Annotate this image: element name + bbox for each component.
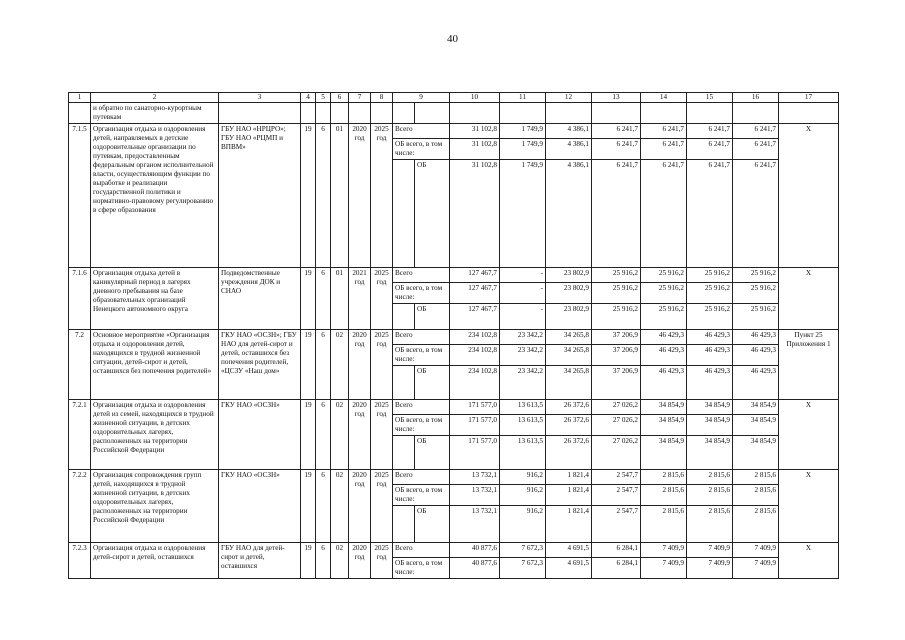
- amount-cell: 23 802,9: [546, 304, 592, 330]
- amount-cell: 13 732,1: [450, 470, 500, 485]
- amount-cell: 34 854,9: [733, 400, 779, 415]
- amount-cell: -: [500, 304, 546, 330]
- amount-cell: 25 916,2: [733, 304, 779, 330]
- amount-cell: 25 916,2: [641, 268, 687, 283]
- empty-cell: [546, 103, 592, 124]
- table-row: [69, 400, 839, 415]
- page-number: 40: [447, 33, 458, 45]
- amount-cell: 46 429,3: [733, 345, 779, 366]
- empty-cell: [687, 103, 733, 124]
- amount-cell: 1 821,4: [546, 506, 592, 543]
- amount-cell: 6 241,7: [687, 160, 733, 268]
- code-cell: 6: [316, 330, 331, 400]
- row-number: 7.1.5: [69, 124, 91, 268]
- amount-cell: 2 815,6: [641, 506, 687, 543]
- amount-cell: 23 342,2: [500, 366, 546, 400]
- amount-cell: 1 749,9: [500, 139, 546, 160]
- amount-cell: 2 547,7: [592, 485, 641, 506]
- row-name: Организация отдыха детей в каникулярный период в лагерях дневного пребывания на базе образовательных организаций Ненецкого автономного округа: [91, 268, 219, 330]
- amount-cell: 25 916,2: [687, 268, 733, 283]
- empty-cell: [733, 103, 779, 124]
- amount-cell: 2 815,6: [687, 506, 733, 543]
- amount-cell: 7 409,9: [641, 543, 687, 558]
- start-year: 2020 год: [349, 400, 371, 470]
- table-row: [69, 268, 839, 283]
- amount-cell: 13 732,1: [450, 485, 500, 506]
- amount-cell: 7 672,3: [500, 558, 546, 579]
- row-executor: ГБУ НАО для детей-сирот и детей, оставшихся: [219, 543, 301, 579]
- amount-cell: 40 877,6: [450, 558, 500, 579]
- amount-cell: 26 372,6: [546, 400, 592, 415]
- amount-cell: 46 429,3: [641, 345, 687, 366]
- start-year: 2020 год: [349, 470, 371, 543]
- empty-cell: [500, 103, 546, 124]
- column-header: 3: [219, 93, 301, 103]
- amount-cell: 1 749,9: [500, 160, 546, 268]
- amount-cell: 1 749,9: [500, 124, 546, 139]
- amount-cell: 7 409,9: [733, 543, 779, 558]
- amount-cell: 13 613,5: [500, 436, 546, 470]
- funding-label: ОБ всего, в том числе:: [393, 415, 450, 436]
- amount-cell: 6 241,7: [641, 139, 687, 160]
- row-executor: ГКУ НАО «ОСЗН»: [219, 400, 301, 470]
- amount-cell: 6 241,7: [592, 139, 641, 160]
- amount-cell: 31 102,8: [450, 139, 500, 160]
- amount-cell: 7 409,9: [641, 558, 687, 579]
- amount-cell: 27 026,2: [592, 400, 641, 415]
- amount-cell: 25 916,2: [733, 268, 779, 283]
- row-number: 7.1.6: [69, 268, 91, 330]
- start-year: 2020 год: [349, 330, 371, 400]
- row-number: 7.2: [69, 330, 91, 400]
- amount-cell: 7 409,9: [733, 558, 779, 579]
- end-year: 2025 год: [371, 330, 393, 400]
- empty-cell: [316, 103, 331, 124]
- row-number: 7.2.2: [69, 470, 91, 543]
- funding-label: ОБ всего, в том числе:: [393, 345, 450, 366]
- end-year: 2025 год: [371, 124, 393, 268]
- amount-cell: 27 026,2: [592, 415, 641, 436]
- amount-cell: 34 265,8: [546, 330, 592, 345]
- code-cell: 19: [301, 470, 316, 543]
- end-year: 2025 год: [371, 400, 393, 470]
- code-cell: 02: [331, 400, 349, 470]
- amount-cell: 23 342,2: [500, 345, 546, 366]
- amount-cell: 34 854,9: [687, 400, 733, 415]
- column-header: 17: [779, 93, 839, 103]
- amount-cell: 37 206,9: [592, 366, 641, 400]
- code-cell: 01: [331, 268, 349, 330]
- empty-cell: [450, 103, 500, 124]
- column-header: 15: [687, 93, 733, 103]
- row-number: 7.2.3: [69, 543, 91, 579]
- amount-cell: 34 854,9: [687, 415, 733, 436]
- amount-cell: 127 467,7: [450, 283, 500, 304]
- amount-cell: 7 409,9: [687, 543, 733, 558]
- table-row: [69, 330, 839, 345]
- column-header: 10: [450, 93, 500, 103]
- amount-cell: 4 386,1: [546, 139, 592, 160]
- column-header: 16: [733, 93, 779, 103]
- end-year: 2025 год: [371, 543, 393, 579]
- amount-cell: 31 102,8: [450, 124, 500, 139]
- end-year: 2025 год: [371, 470, 393, 543]
- amount-cell: 916,2: [500, 506, 546, 543]
- amount-cell: 6 241,7: [687, 139, 733, 160]
- column-header: 5: [316, 93, 331, 103]
- amount-cell: 2 815,6: [641, 485, 687, 506]
- funding-label: Всего: [393, 543, 450, 558]
- amount-cell: 2 547,7: [592, 506, 641, 543]
- table-row: [69, 470, 839, 485]
- column-header: 14: [641, 93, 687, 103]
- row-executor: ГКУ НАО «ОСЗН»: [219, 470, 301, 543]
- amount-cell: 25 916,2: [733, 283, 779, 304]
- amount-cell: 6 241,7: [641, 160, 687, 268]
- amount-cell: 13 613,5: [500, 400, 546, 415]
- amount-cell: 34 265,8: [546, 345, 592, 366]
- code-cell: 6: [316, 124, 331, 268]
- column-header: 2: [91, 93, 219, 103]
- funding-source: ОБ: [415, 506, 450, 543]
- empty-cell: [393, 366, 415, 400]
- amount-cell: 6 284,1: [592, 543, 641, 558]
- amount-cell: 46 429,3: [641, 366, 687, 400]
- column-header: 9: [393, 93, 450, 103]
- code-cell: 6: [316, 470, 331, 543]
- amount-cell: 234 102,8: [450, 366, 500, 400]
- note-cell: Х: [779, 124, 839, 268]
- empty-cell: [393, 506, 415, 543]
- amount-cell: 6 241,7: [733, 160, 779, 268]
- empty-cell: [393, 160, 415, 268]
- amount-cell: 34 854,9: [733, 436, 779, 470]
- amount-cell: 916,2: [500, 470, 546, 485]
- code-cell: 6: [316, 400, 331, 470]
- amount-cell: 2 815,6: [733, 506, 779, 543]
- amount-cell: 13 732,1: [450, 506, 500, 543]
- column-header: 12: [546, 93, 592, 103]
- amount-cell: 1 821,4: [546, 470, 592, 485]
- amount-cell: 34 854,9: [733, 415, 779, 436]
- amount-cell: 2 815,6: [687, 485, 733, 506]
- amount-cell: 34 265,8: [546, 366, 592, 400]
- funding-label: Всего: [393, 268, 450, 283]
- amount-cell: 4 386,1: [546, 124, 592, 139]
- funding-label: Всего: [393, 330, 450, 345]
- funding-label: ОБ всего, в том числе:: [393, 485, 450, 506]
- note-cell: Х: [779, 543, 839, 579]
- empty-cell: [371, 103, 393, 124]
- code-cell: 6: [316, 268, 331, 330]
- funding-label: ОБ всего, в том числе:: [393, 139, 450, 160]
- column-header: 8: [371, 93, 393, 103]
- amount-cell: 4 386,1: [546, 160, 592, 268]
- row-name: Организация отдыха и оздоровления детей из семей, находящихся в трудной жизненной ситуации, в детских оздоровительных лагерях, расположенных на территории Российской Федерации: [91, 400, 219, 470]
- amount-cell: 6 241,7: [592, 160, 641, 268]
- amount-cell: 2 547,7: [592, 470, 641, 485]
- row-executor: ГКУ НАО «ОСЗН»; ГБУ НАО для детей-сирот и детей, оставшихся без попечения родителей, «ЦСЗУ «Наш дом»: [219, 330, 301, 400]
- amount-cell: 25 916,2: [592, 283, 641, 304]
- amount-cell: 34 854,9: [641, 400, 687, 415]
- code-cell: 02: [331, 543, 349, 579]
- amount-cell: 6 241,7: [733, 124, 779, 139]
- empty-cell: [393, 103, 415, 124]
- amount-cell: 6 241,7: [641, 124, 687, 139]
- amount-cell: 234 102,8: [450, 330, 500, 345]
- amount-cell: 37 206,9: [592, 330, 641, 345]
- empty-cell: [69, 103, 91, 124]
- amount-cell: 2 815,6: [641, 470, 687, 485]
- amount-cell: 25 916,2: [592, 268, 641, 283]
- funding-label: ОБ всего, в том числе:: [393, 283, 450, 304]
- code-cell: 19: [301, 330, 316, 400]
- amount-cell: 127 467,7: [450, 268, 500, 283]
- amount-cell: 7 672,3: [500, 543, 546, 558]
- budget-table: [68, 92, 839, 579]
- row-name: и обратно по санаторно-курортным путевкам: [91, 103, 219, 124]
- note-cell: Х: [779, 470, 839, 543]
- amount-cell: 171 577,0: [450, 400, 500, 415]
- funding-source: ОБ: [415, 160, 450, 268]
- amount-cell: 27 026,2: [592, 436, 641, 470]
- empty-cell: [393, 304, 415, 330]
- amount-cell: 7 409,9: [687, 558, 733, 579]
- funding-source: ОБ: [415, 304, 450, 330]
- amount-cell: 23 342,2: [500, 330, 546, 345]
- empty-cell: [301, 103, 316, 124]
- end-year: 2025 год: [371, 268, 393, 330]
- amount-cell: -: [500, 283, 546, 304]
- note-cell: Пункт 25 Приложения 1: [779, 330, 839, 400]
- amount-cell: 6 284,1: [592, 558, 641, 579]
- amount-cell: 25 916,2: [687, 283, 733, 304]
- funding-label: ОБ всего, в том числе:: [393, 558, 450, 579]
- amount-cell: 171 577,0: [450, 415, 500, 436]
- empty-cell: [592, 103, 641, 124]
- column-header: 6: [331, 93, 349, 103]
- amount-cell: 2 815,6: [733, 470, 779, 485]
- code-cell: 02: [331, 330, 349, 400]
- amount-cell: 46 429,3: [641, 330, 687, 345]
- continuation-row: [69, 103, 839, 124]
- empty-cell: [393, 436, 415, 470]
- code-cell: 19: [301, 543, 316, 579]
- note-cell: Х: [779, 268, 839, 330]
- code-cell: 19: [301, 400, 316, 470]
- amount-cell: 25 916,2: [641, 283, 687, 304]
- code-cell: 02: [331, 470, 349, 543]
- funding-source: ОБ: [415, 436, 450, 470]
- amount-cell: 46 429,3: [687, 366, 733, 400]
- amount-cell: 6 241,7: [733, 139, 779, 160]
- amount-cell: 6 241,7: [592, 124, 641, 139]
- amount-cell: 234 102,8: [450, 345, 500, 366]
- empty-cell: [219, 103, 301, 124]
- code-cell: 19: [301, 268, 316, 330]
- amount-cell: 4 691,5: [546, 558, 592, 579]
- amount-cell: 46 429,3: [687, 330, 733, 345]
- amount-cell: 25 916,2: [687, 304, 733, 330]
- amount-cell: 37 206,9: [592, 345, 641, 366]
- header-row: [69, 93, 839, 103]
- amount-cell: 23 802,9: [546, 283, 592, 304]
- amount-cell: 2 815,6: [687, 470, 733, 485]
- row-name: Организация отдыха и оздоровления детей, направляемых в детские оздоровительные организации по путевкам, предоставленным федеральным органом исполнительной власти, осуществляющим функции по выработке и реализации государственной политики и нормативно-правовому регулированию в сфере образования: [91, 124, 219, 268]
- amount-cell: 34 854,9: [641, 436, 687, 470]
- empty-cell: [779, 103, 839, 124]
- amount-cell: 34 854,9: [641, 415, 687, 436]
- amount-cell: 25 916,2: [592, 304, 641, 330]
- funding-source: ОБ: [415, 366, 450, 400]
- empty-cell: [641, 103, 687, 124]
- amount-cell: 25 916,2: [641, 304, 687, 330]
- amount-cell: -: [500, 268, 546, 283]
- note-cell: Х: [779, 400, 839, 470]
- column-header: 1: [69, 93, 91, 103]
- row-executor: Подведомственные учреждения ДОК и СНАО: [219, 268, 301, 330]
- start-year: 2021 год: [349, 268, 371, 330]
- empty-cell: [331, 103, 349, 124]
- amount-cell: 4 691,5: [546, 543, 592, 558]
- amount-cell: 127 467,7: [450, 304, 500, 330]
- column-header: 4: [301, 93, 316, 103]
- empty-cell: [415, 103, 450, 124]
- amount-cell: 13 613,5: [500, 415, 546, 436]
- row-name: Основное мероприятие «Организация отдыха и оздоровления детей, находящихся в трудной жизненной ситуации, детей-сирот и детей, оставшихся без попечения родителей»: [91, 330, 219, 400]
- amount-cell: 26 372,6: [546, 436, 592, 470]
- amount-cell: 6 241,7: [687, 124, 733, 139]
- start-year: 2020 год: [349, 543, 371, 579]
- amount-cell: 171 577,0: [450, 436, 500, 470]
- amount-cell: 26 372,6: [546, 415, 592, 436]
- row-executor: ГБУ НАО «НРЦРО»; ГБУ НАО «РЦМП и ВПВМ»: [219, 124, 301, 268]
- row-number: 7.2.1: [69, 400, 91, 470]
- row-name: Организация сопровождения групп детей, находящихся в трудной жизненной ситуации, в детских оздоровительных лагерях, расположенных на территории Российской Федерации: [91, 470, 219, 543]
- code-cell: 01: [331, 124, 349, 268]
- start-year: 2020 год: [349, 124, 371, 268]
- code-cell: 19: [301, 124, 316, 268]
- amount-cell: 46 429,3: [733, 366, 779, 400]
- empty-cell: [349, 103, 371, 124]
- amount-cell: 31 102,8: [450, 160, 500, 268]
- amount-cell: 46 429,3: [687, 345, 733, 366]
- code-cell: 6: [316, 543, 331, 579]
- column-header: 11: [500, 93, 546, 103]
- amount-cell: 1 821,4: [546, 485, 592, 506]
- amount-cell: 40 877,6: [450, 543, 500, 558]
- table-row: [69, 543, 839, 558]
- funding-label: Всего: [393, 400, 450, 415]
- amount-cell: 916,2: [500, 485, 546, 506]
- amount-cell: 23 802,9: [546, 268, 592, 283]
- amount-cell: 2 815,6: [733, 485, 779, 506]
- row-name: Организация отдыха и оздоровления детей-сирот и детей, оставшихся: [91, 543, 219, 579]
- funding-label: Всего: [393, 470, 450, 485]
- amount-cell: 46 429,3: [733, 330, 779, 345]
- column-header: 7: [349, 93, 371, 103]
- table-row: [69, 124, 839, 139]
- funding-label: Всего: [393, 124, 450, 139]
- amount-cell: 34 854,9: [687, 436, 733, 470]
- column-header: 13: [592, 93, 641, 103]
